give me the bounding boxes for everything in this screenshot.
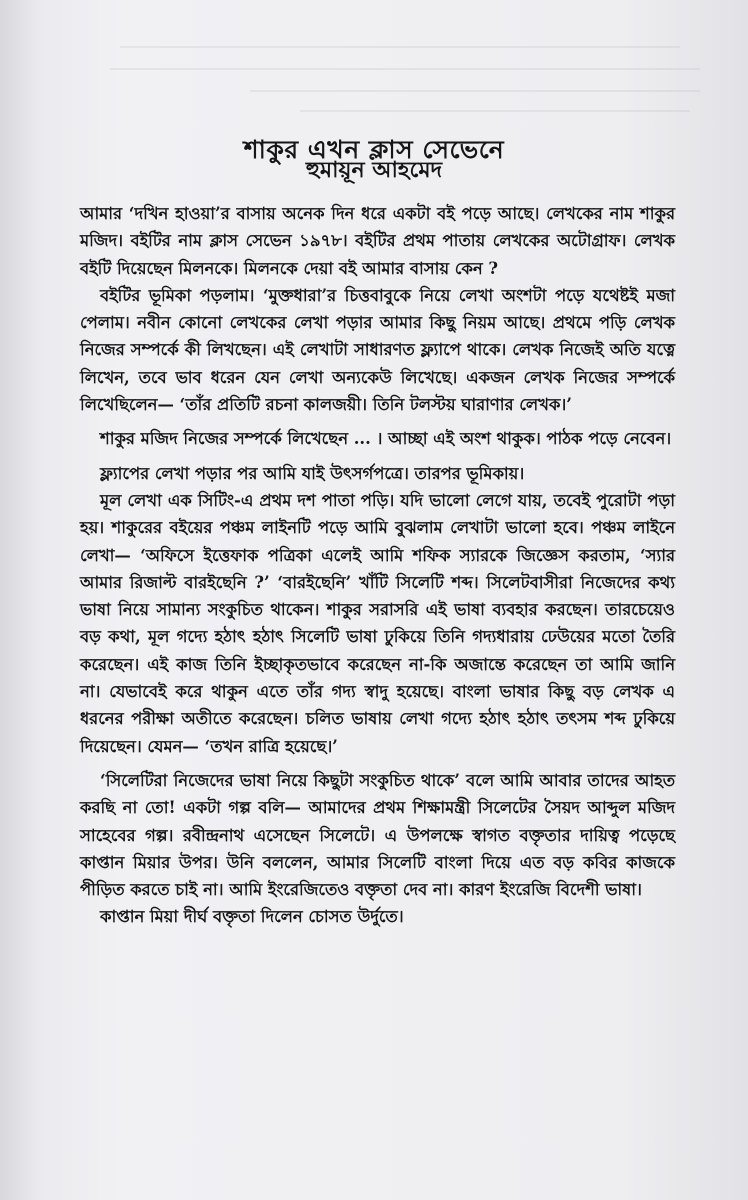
paragraph: মূল লেখা এক সিটিং-এ প্রথম দশ পাতা পড়ি। যদি ভালো লেগে যায়, তবেই পুরোটা পড়া হয়। শাকুরের বইয়ের পঞ্চম লাইনটি পড়ে আমি বুঝলাম লেখাটা ভালো হবে। পঞ্চম লাইনে লেখা— ‘অফিসে ইত্তেফাক পত্রিকা এলেই আমি শফিক স্যারকে জিজ্ঞেস করতাম, ‘স্যার আমার রিজাল্ট বারইছেনি ?’ ‘বারইছেনি’ খাঁটি সিলেটি শব্দ। সিলেটবাসীরা নিজেদের কথ্য ভাষা নিয়ে সামান্য সংকুচিত থাকেন। শাকুর সরাসরি এই ভাষা ব্যবহার করছেন। তারচেয়েও বড় কথা, মূল গদ্যে হঠাৎ হঠাৎ সিলেটি ভাষা ঢুকিয়ে তিনি গদ্যধারায় ঢেউয়ের মতো তৈরি করেছেন। এই কাজ তিনি ইচ্ছাকৃতভাবে করেছেন না-কি অজান্তে করেছেন তা আমি জানি না। যেভাবেই করে থাকুন এতে তাঁর গদ্য স্বাদু হয়েছে। বাংলা ভাষার কিছু বড় লেখক এ ধরনের পরীক্ষা অতীতে করেছেন। চলিত ভাষায় লেখা গদ্যে হঠাৎ হঠাৎ তৎসম শব্দ ঢুকিয়ে দিয়েছেন। যেমন— ‘তখন রাত্রি হয়েছে।’ xyxy=(80,490,676,756)
show-through-line xyxy=(110,68,700,70)
show-through-line xyxy=(120,46,680,48)
page-title: শাকুর এখন ক্লাস সেভেনে xyxy=(243,134,505,164)
show-through-line xyxy=(300,110,690,112)
article-body xyxy=(80,200,675,931)
paragraph: ফ্ল্যাপের লেখা পড়ার পর আমি যাই উৎসর্গপত্রে। তারপর ভূমিকায়। xyxy=(100,463,525,483)
paragraph: ‘সিলেটিরা নিজেদের ভাষা নিয়ে কিছুটা সংকুচিত থাকে’ বলে আমি আবার তাদের আহত করছি না তো! একটা গল্প বলি— আমাদের প্রথম শিক্ষামন্ত্রী সিলেটের সৈয়দ আব্দুল মজিদ সাহেবের গল্প। রবীন্দ্রনাথ এসেছেন সিলেটে। এ উপলক্ষে স্বাগত বক্তৃতার দায়িত্ব পড়েছে কাপ্তান মিয়ার উপর। উনি বললেন, আমার সিলেটি বাংলা দিয়ে এত বড় কবির কাজকে পীড়িত করতে চাই না। আমি ইংরেজিতেও বক্তৃতা দেব না। কারণ ইংরেজি বিদেশী ভাষা। xyxy=(80,770,675,900)
paragraph: আমার ‘দখিন হাওয়া’র বাসায় অনেক দিন ধরে একটা বই পড়ে আছে। লেখকের নাম শাকুর মজিদ। বইটির নাম ক্লাস সেভেন ১৯৭৮। বইটির প্রথম পাতায় লেখকের অটোগ্রাফ। লেখক বইটি দিয়েছেন মিলনকে। মিলনকে দেয়া বই আমার বাসায় কেন ? xyxy=(80,204,675,278)
paragraph: বইটির ভূমিকা পড়লাম। ‘মুক্তধারা’র চিত্তবাবুকে নিয়ে লেখা অংশটা পড়ে যথেষ্টই মজা পেলাম। নবীন কোনো লেখকের লেখা পড়ার আমার কিছু নিয়ম আছে। প্রথমে পড়ি লেখক নিজের সম্পর্কে কী লিখছেন। এই লেখাটা সাধারণত ফ্ল্যাপে থাকে। লেখক নিজেই অতি যত্নে লিখেন, তবে ভাব ধরেন যেন লেখা অন্যকেউ লিখেছে। একজন লেখক নিজের সম্পর্কে লিখেছিলেন— ‘তাঁর প্রতিটি রচনা কালজয়ী। তিনি টলস্টয় ঘারাণার লেখক।’ xyxy=(80,285,675,415)
paragraph: শাকুর মজিদ নিজের সম্পর্কে লিখেছেন ... । আচ্ছা এই অংশ থাকুক। পাঠক পড়ে নেবেন। xyxy=(100,429,672,449)
show-through-line xyxy=(250,90,700,92)
author-name: হুমায়ূন আহমেদ xyxy=(305,157,443,183)
paragraph: কাপ্তান মিয়া দীর্ঘ বক্তৃতা দিলেন চোসত উর্দুতে। xyxy=(100,907,404,927)
